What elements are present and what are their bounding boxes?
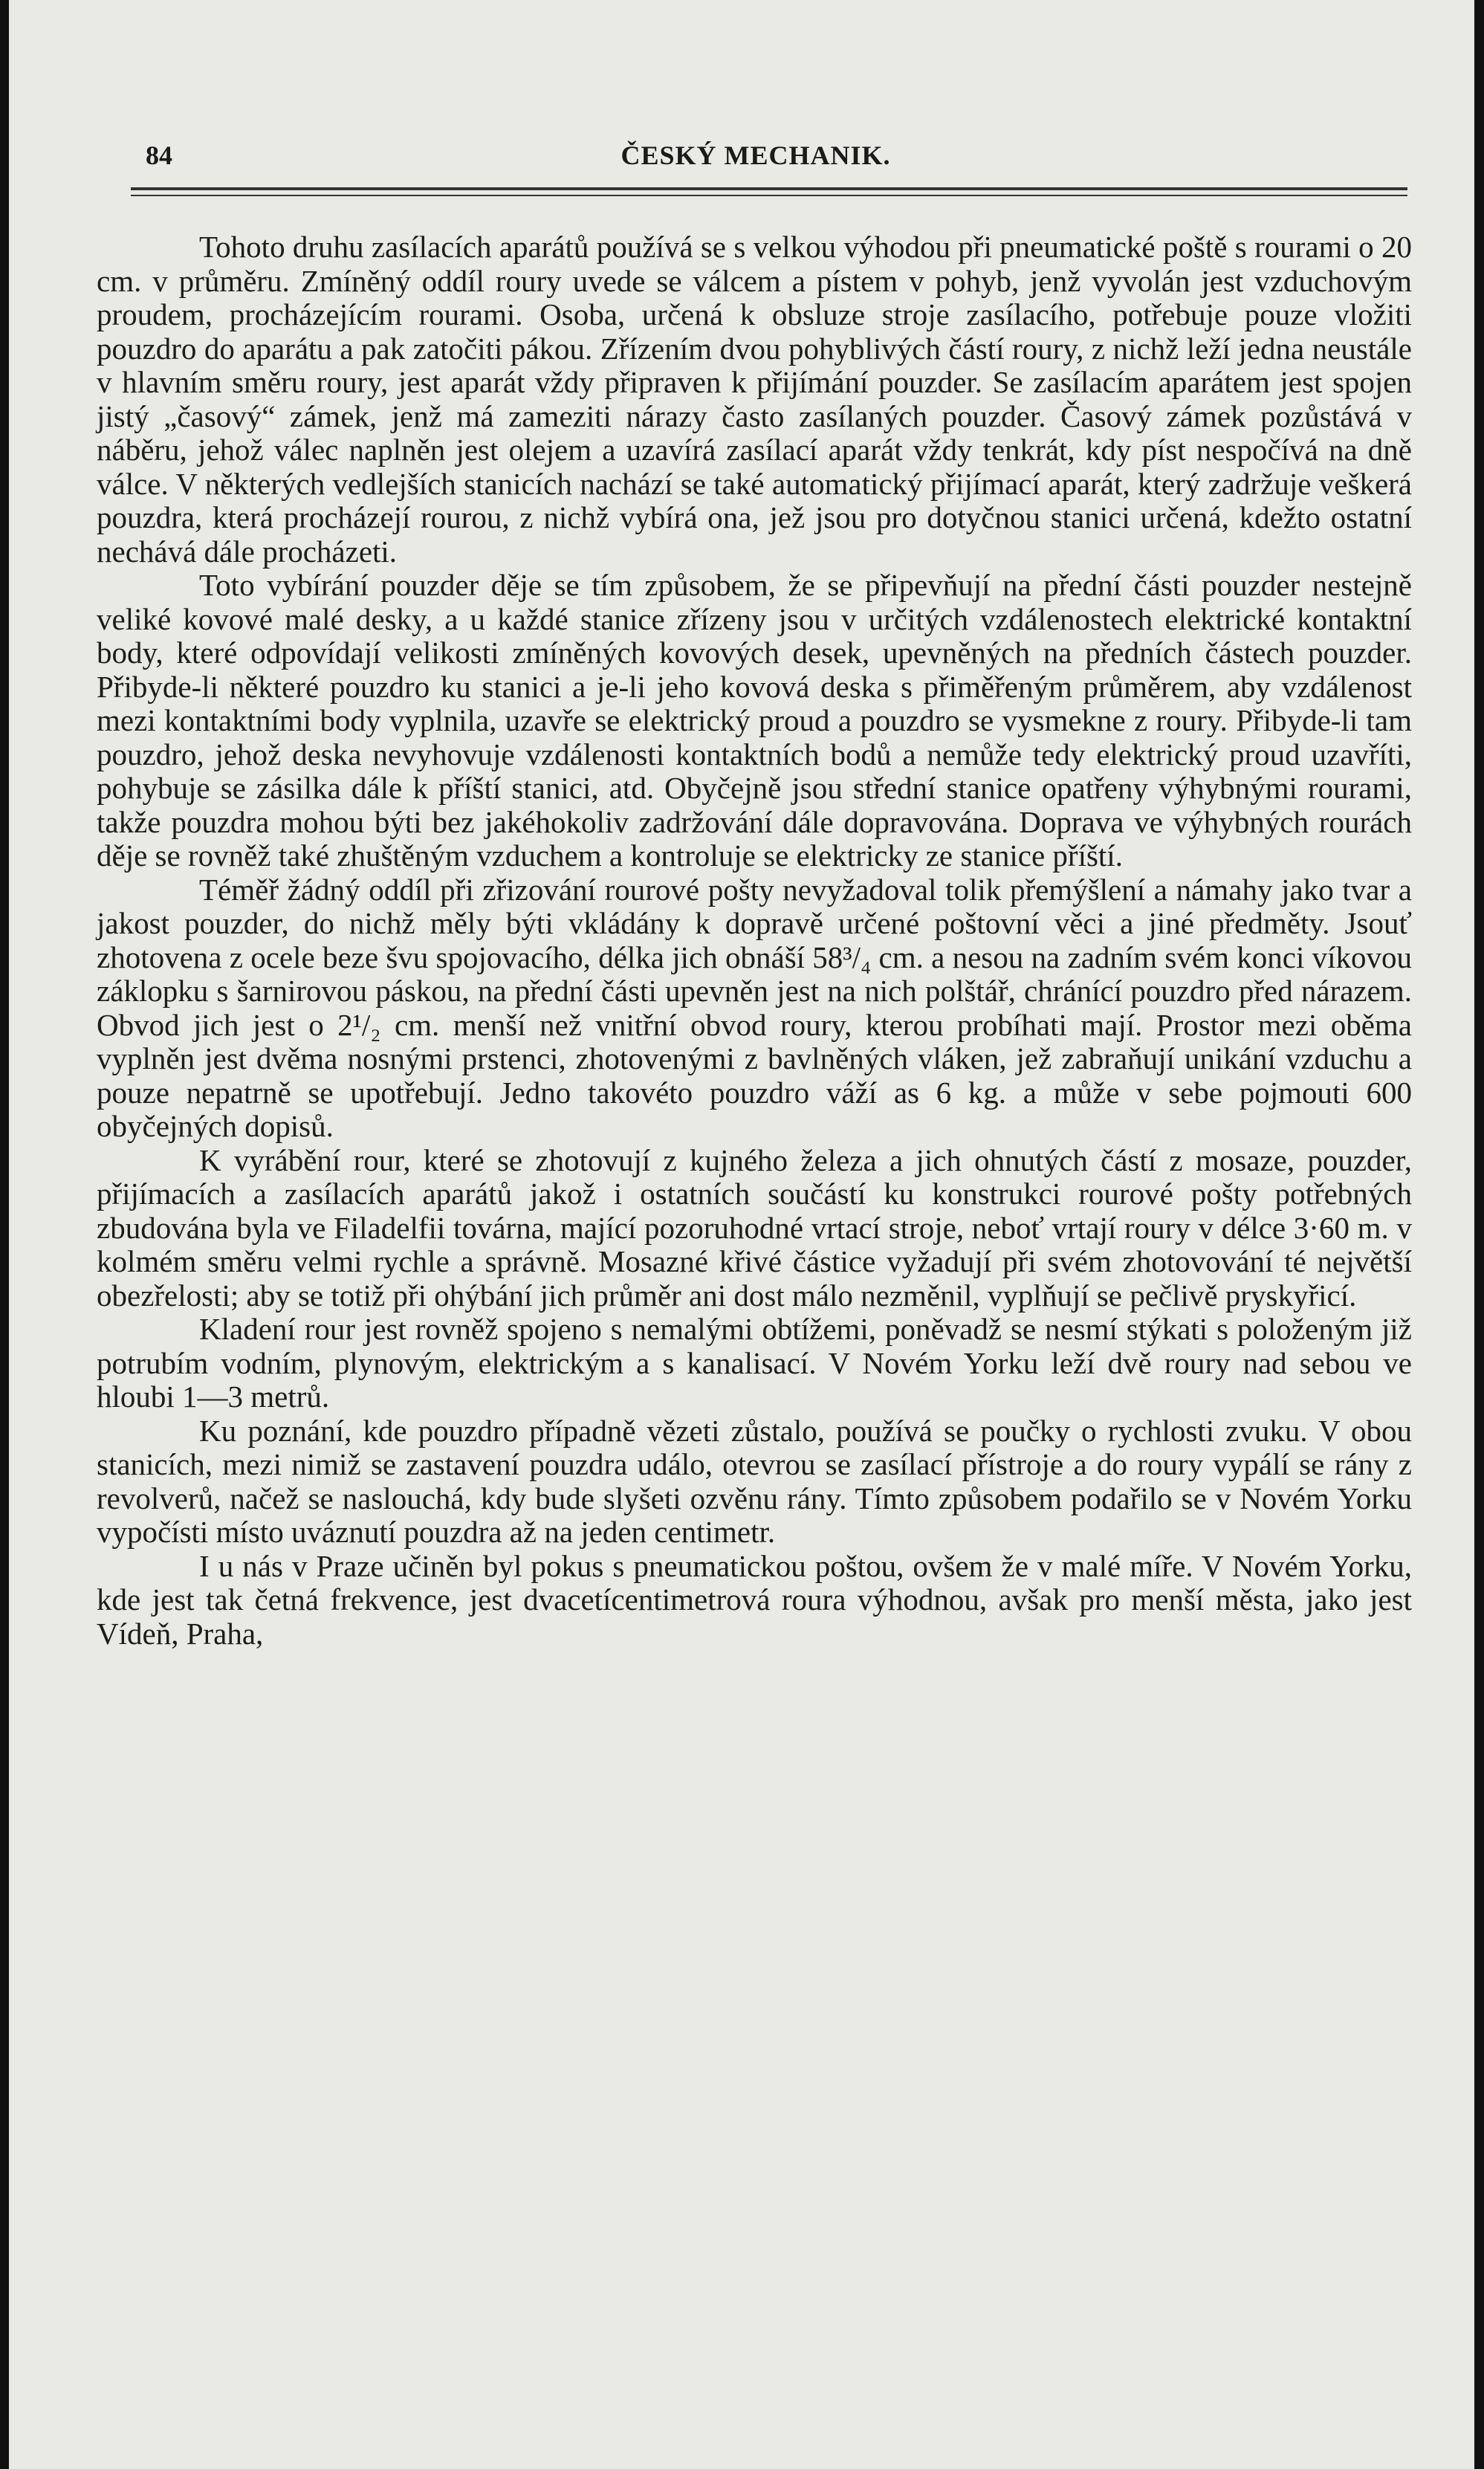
paragraph: Toto vybírání pouzder děje se tím způsobem, že se připevňují na přední části pouzder nestejně veliké kovové malé desky, a u každé stanice zřízeny jsou v určitých vzdálenostech elektrické kontaktní body, které odpovídají velikosti zmíněných kovových desek, upevněných na předních částech pouzder. Přibyde-li některé pouzdro ku stanici a je-li jeho kovová deska s přiměřeným průměrem, aby vzdálenost mezi kontaktními body vyplnila, uzavře se elektrický proud a pouzdro se vysmekne z roury. Přibyde-li tam pouzdro, jehož deska nevyhovuje vzdálenosti kontaktních bodů a nemůže tedy elektrický proud uzavříti, pohybuje se zásilka dále k příští stanici, atd. Obyčejně jsou střední stanice opatřeny výhybnými rourami, takže pouzdra mohou býti bez jakéhokoliv zadržování dále dopravována. Doprava ve výhybných rourách děje se rovněž také zhuštěným vzduchem a kontroluje se elektricky ze stanice příští. [97, 568, 1412, 873]
book-page [9, 0, 1474, 2469]
paragraph: K vyrábění rour, které se zhotovují z kujného železa a jich ohnutých částí z mosaze, pouzder, přijímacích a zasílacích aparátů jakož i ostatních součástí ku konstrukci rourové pošty potřebných zbudována byla ve Filadelfii továrna, mající pozoruhodné vrtací stroje, neboť vrtají roury v délce 3·60 m. v kolmém směru velmi rychle a správně. Mosazné křivé částice vyžadují při svém zhotovování té největší obezřelosti; aby se totiž při ohýbání jich průměr ani dost málo nezměnil, vyplňují se pečlivě pryskyřicí. [97, 1142, 1412, 1313]
header-rule-thick [131, 187, 1407, 190]
running-title: ČESKÝ MECHANIK. [621, 140, 891, 170]
page-number: 84 [146, 140, 172, 170]
paragraph: Tohoto druhu zasílacích aparátů používá se s velkou výhodou při pneumatické poště s rourami o 20 cm. v průměru. Zmíněný oddíl roury uvede se válcem a pístem v pohyb, jenž vyvolán jest vzduchovým proudem, procházejícím rourami. Osoba, určená k obsluze stroje zasílacího, potřebuje pouze vložiti pouzdro do aparátu a pak zatočiti pákou. Zřízením dvou pohyblivých částí roury, z nichž leží jedna neustále v hlavním směru roury, jest aparát vždy připraven k přijímání pouzder. Se zasílacím aparátem jest spojen jistý „časový“ zámek, jenž má zameziti nárazy často zasílaných pouzder. Časový zámek pozůstává v náběru, jehož válec naplněn jest olejem a uzavírá zasílací aparát vždy tenkrát, kdy píst nespočívá na dně válce. V některých vedlejších stanicích nachází se také automatický přijímací aparát, který zadržuje veškerá pouzdra, která procházejí rourou, z nichž vybírá ona, jež jsou pro dotyčnou stanici určená, kdežto ostatní nechává dále procházeti. [97, 230, 1412, 569]
header-rule-thin [131, 195, 1407, 196]
paragraph: Téměř žádný oddíl při zřizování rourové pošty nevyžadoval tolik přemýšlení a námahy jako tvar a jakost pouzder, do nichž měly býti vkládány k dopravě určené poštovní věci a jiné předměty. Jsouť zhotovena z ocele beze švu spojovacího, délka jich obnáší 58³/₄ cm. a nesou na zadním svém konci víkovou záklopku s šarnirovou páskou, na přední části upevněn jest na nich polštář, chránící pouzdro před nárazem. Obvod jich jest o 2¹/₂ cm. menší než vnitřní obvod roury, kterou probíhati mají. Prostor mezi oběma vyplněn jest dvěma nosnými prstenci, zhotovenými z bavlněných vláken, jež zabraňují unikání vzduchu a pouze nepatrně se upotřebují. Jedno takovéto pouzdro váží as 6 kg. a může v sebe pojmouti 600 obyčejných dopisů. [97, 872, 1412, 1143]
paragraph: Ku poznání, kde pouzdro případně vězeti zůstalo, používá se poučky o rychlosti zvuku. V obou stanicích, mezi nimiž se zastavení pouzdra událo, otevrou se zasílací přístroje a do roury vypálí se rány z revolverů, načež se naslouchá, kdy bude slyšeti ozvěnu rány. Tímto způsobem podařilo se v Novém Yorku vypočísti místo uváznutí pouzdra až na jeden centimetr. [97, 1413, 1412, 1549]
article-body [97, 230, 1412, 1651]
paragraph: I u nás v Praze učiněn byl pokus s pneumatickou poštou, ovšem že v malé míře. V Novém Yorku, kde jest tak četná frekvence, jest dvacetícentimetrová roura výhodnou, avšak pro menší města, jako jest Vídeň, Praha, [97, 1548, 1412, 1651]
page-header [98, 140, 1413, 177]
paragraph: Kladení rour jest rovněž spojeno s nemalými obtížemi, poněvadž se nesmí stýkati s položeným již potrubím vodním, plynovým, elektrickým a s kanalisací. V Novém Yorku leží dvě roury nad sebou ve hloubi 1—3 metrů. [97, 1312, 1412, 1414]
